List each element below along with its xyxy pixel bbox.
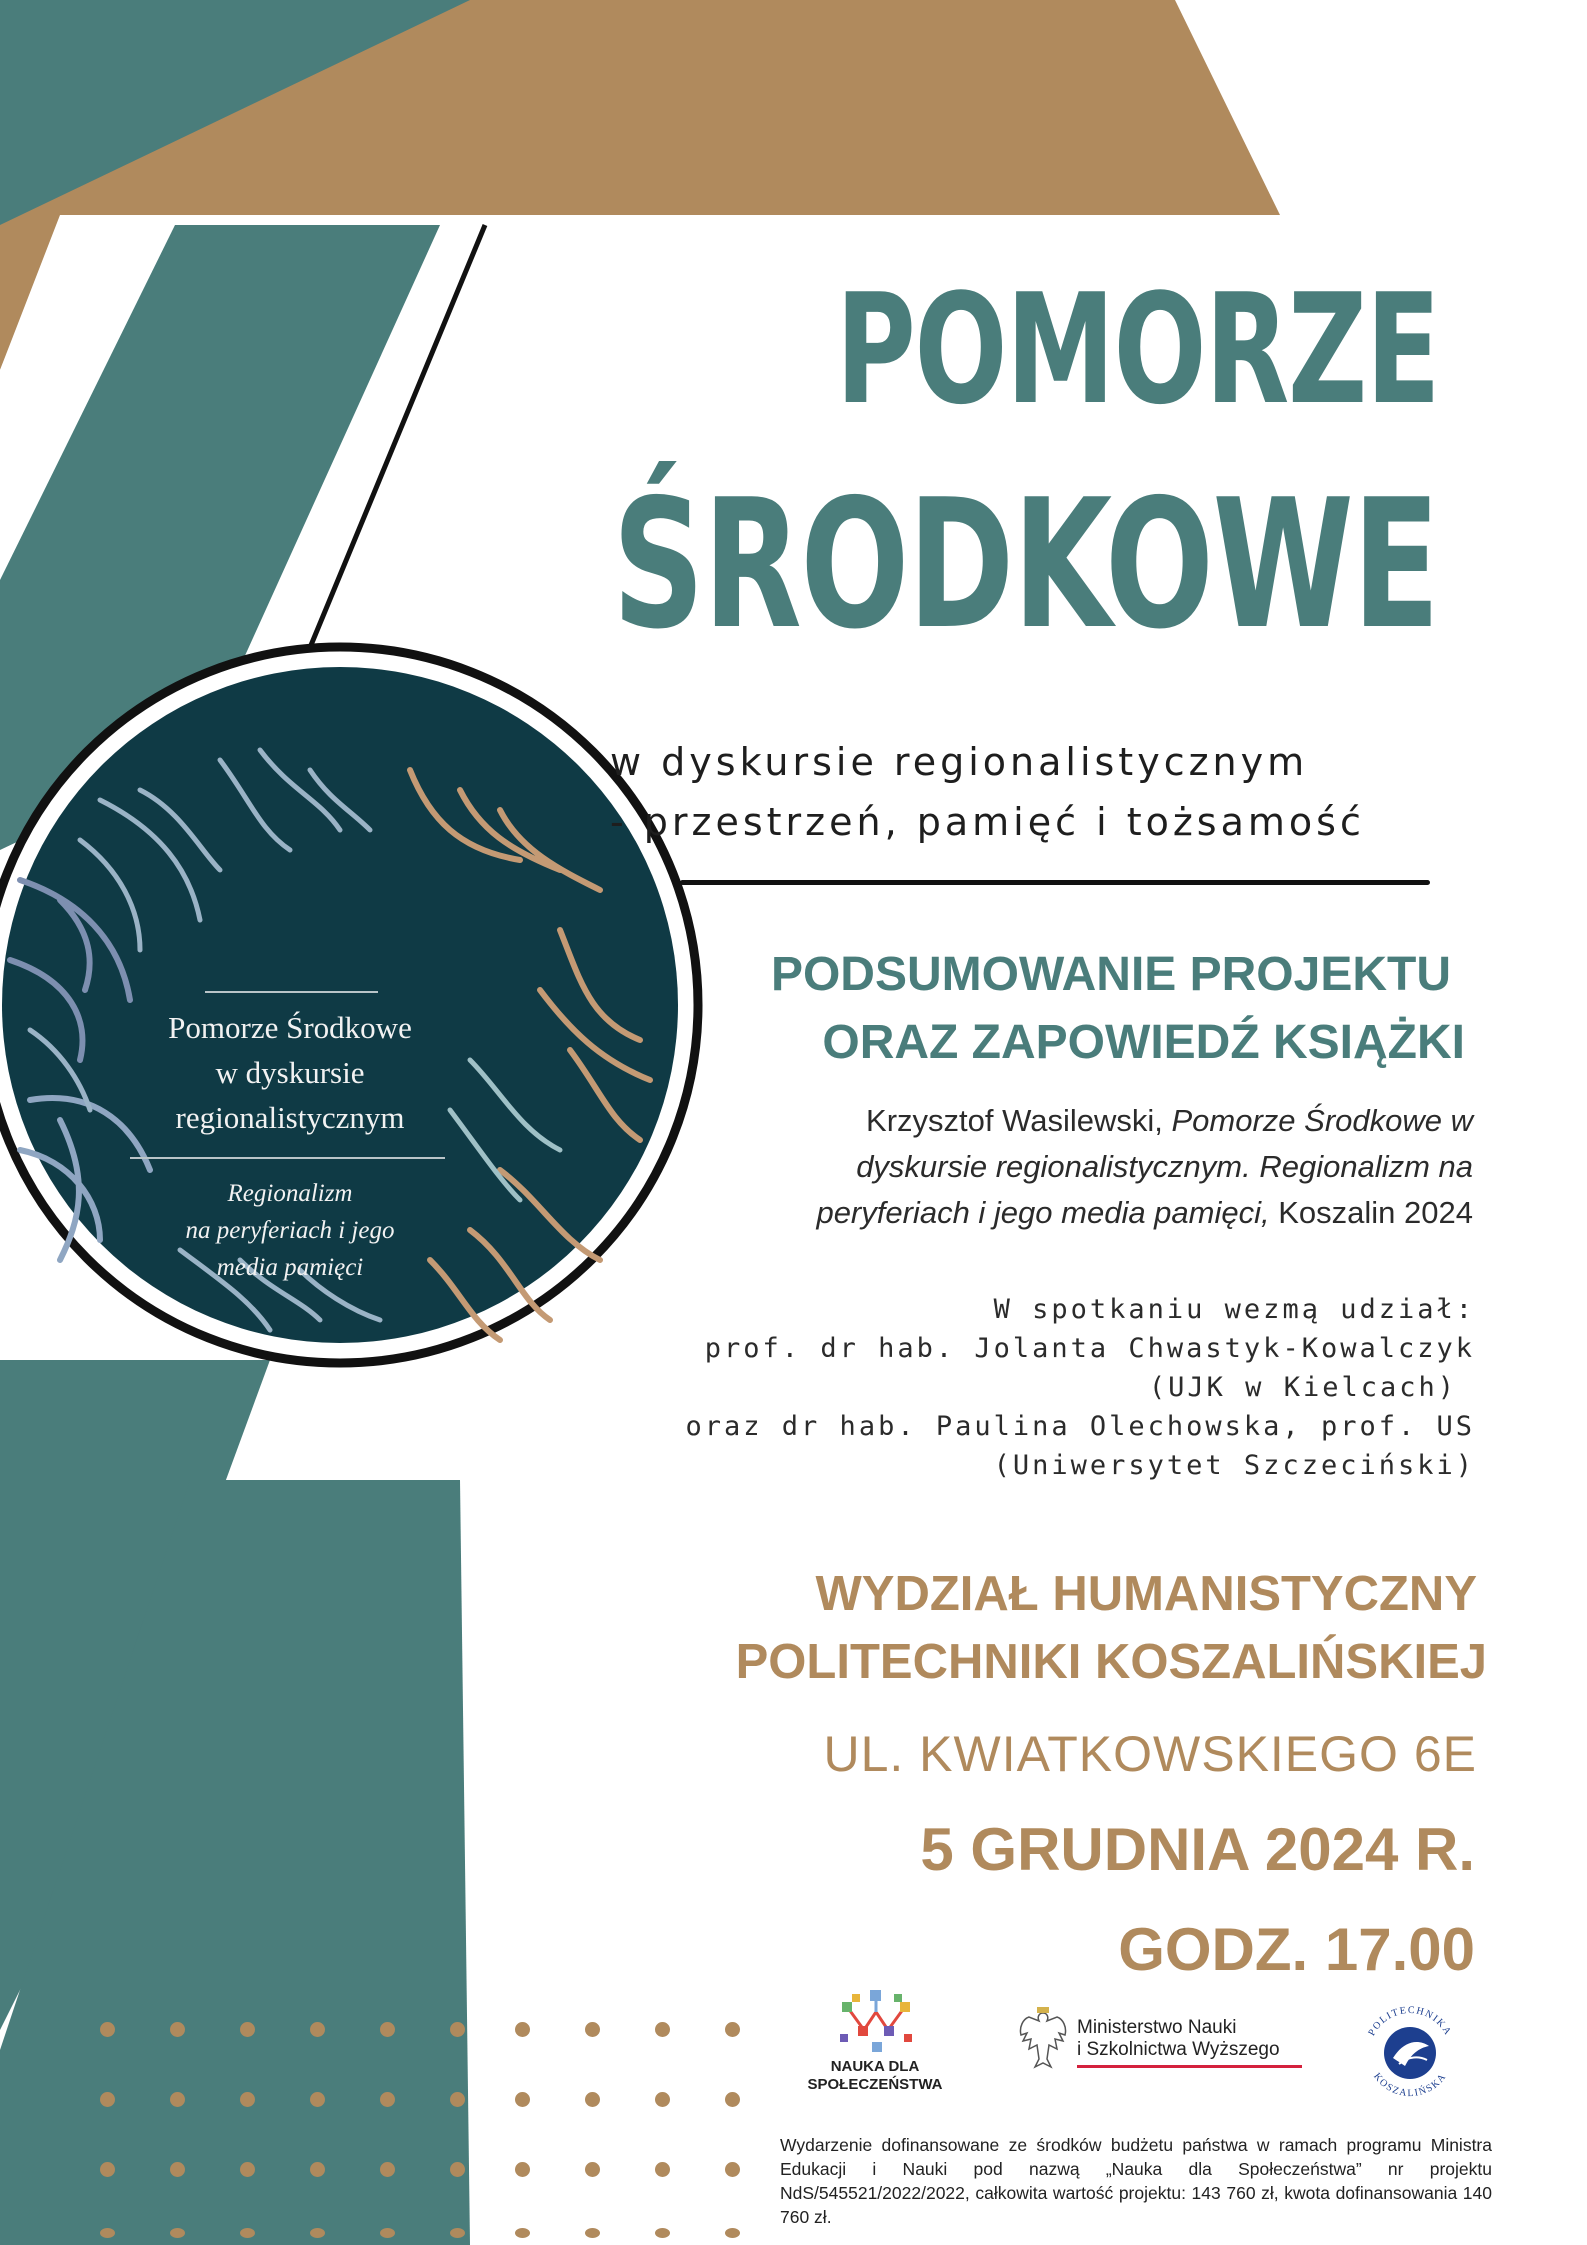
ministry-logo-line2: i Szkolnictwa Wyższego: [1077, 2039, 1280, 2060]
book-cover-title-line2: w dyskursie: [215, 1055, 365, 1090]
decorative-dot: [450, 2162, 465, 2177]
book-ref-author: Krzysztof Wasilewski,: [866, 1103, 1163, 1138]
decorative-dot: [655, 2228, 670, 2238]
book-cover-subtitle: [100, 1175, 480, 1286]
decorative-dot: [515, 2228, 530, 2238]
title-line2: ŚRODKOWE: [612, 461, 1439, 668]
venue-line2: POLITECHNIKI KOSZALIŃSKIEJ: [735, 1635, 1487, 1689]
decorative-dot: [100, 2092, 115, 2107]
book-ref-title-part3: peryferiach i jego media pamięci,: [816, 1195, 1270, 1230]
decorative-dot: [310, 2162, 325, 2177]
svg-text:POLITECHNIKA: POLITECHNIKA: [1366, 2004, 1454, 2038]
nauka-dla-spoleczenstwa-logo: [790, 1990, 960, 2100]
heading-line2: ORAZ ZAPOWIEDŹ KSIĄŻKI: [822, 1016, 1465, 1069]
decorative-dot: [240, 2228, 255, 2238]
book-ref-title-part2: dyskursie regionalistycznym. Regionalizm na: [856, 1149, 1473, 1184]
decorative-dot: [725, 2092, 740, 2107]
participant-2: oraz dr hab. Paulina Olechowska, prof. US: [685, 1411, 1475, 1442]
decorative-dot: [585, 2092, 600, 2107]
book-ref-place-year: Koszalin 2024: [1278, 1195, 1473, 1230]
venue-line1: WYDZIAŁ HUMANISTYCZNY: [815, 1567, 1477, 1621]
decorative-dot: [380, 2092, 395, 2107]
decorative-dot: [515, 2162, 530, 2177]
ministry-logo-flag: [1077, 2065, 1302, 2068]
decorative-dot: [170, 2162, 185, 2177]
decorative-dot: [100, 2228, 115, 2238]
subtitle-line1: w dyskursie regionalistycznym: [610, 740, 1309, 784]
decorative-dot: [100, 2162, 115, 2177]
subtitle-line2: - przestrzeń, pamięć i tożsamość: [610, 800, 1365, 844]
svg-text:KOSZALIŃSKA: KOSZALIŃSKA: [1371, 2071, 1449, 2100]
decorative-dot: [380, 2162, 395, 2177]
nauka-logo-line1: NAUKA DLA: [830, 2058, 920, 2075]
politechnika-koszalinska-logo: [1355, 1998, 1465, 2108]
title-line1: POMORZE: [835, 261, 1439, 438]
book-cover-title-line3: regionalistycznym: [175, 1100, 405, 1135]
heading-line1: PODSUMOWANIE PROJEKTU: [770, 948, 1451, 1001]
decorative-dot: [585, 2022, 600, 2037]
decorative-dot: [240, 2162, 255, 2177]
nauka-network-icon: [836, 1990, 916, 2056]
participants: [575, 1290, 1475, 1485]
decorative-dot: [450, 2022, 465, 2037]
decorative-dot: [585, 2162, 600, 2177]
event-date: 5 GRUDNIA 2024 R.: [920, 1816, 1475, 1883]
funding-note: Wydarzenie dofinansowane ze środków budżetu państwa w ramach programu Ministra Edukacji i Nauki pod nazwą „Nauka dla Społeczeństwa” nr projektu NdS/545521/2022/2022, całkowita wartość projektu: 143 760 zł, kwota dofinansowania 140 760 zł.: [780, 2135, 1492, 2227]
decorative-dot: [380, 2022, 395, 2037]
book-cover-title-line1: Pomorze Środkowe: [168, 1010, 412, 1045]
decorative-dot: [655, 2022, 670, 2037]
decorative-dot: [240, 2022, 255, 2037]
decorative-dot: [515, 2092, 530, 2107]
decorative-dot: [380, 2228, 395, 2238]
book-cover-title: [100, 1005, 480, 1140]
decorative-dot: [450, 2228, 465, 2238]
decorative-dot: [725, 2228, 740, 2238]
decorative-dot: [655, 2092, 670, 2107]
polish-eagle-icon: [1015, 2005, 1071, 2075]
decorative-dot: [310, 2022, 325, 2037]
ministry-logo-line1: Ministerstwo Nauki: [1077, 2017, 1237, 2038]
decorative-dot: [515, 2022, 530, 2037]
decorative-dot: [585, 2228, 600, 2238]
participant-2-affiliation: (Uniwersytet Szczeciński): [993, 1450, 1475, 1481]
book-ref-title-part1: Pomorze Środkowe w: [1171, 1103, 1473, 1138]
decorative-dot: [100, 2022, 115, 2037]
book-cover-subtitle-line2: na peryferiach i jego: [185, 1217, 395, 1244]
decorative-dot: [310, 2092, 325, 2107]
decorative-dot: [310, 2228, 325, 2238]
decorative-dot: [240, 2092, 255, 2107]
participant-1: prof. dr hab. Jolanta Chwastyk-Kowalczyk: [704, 1333, 1475, 1364]
decorative-dot: [170, 2228, 185, 2238]
book-reference: [653, 1098, 1473, 1236]
venue-address: UL. KWIATKOWSKIEGO 6E: [823, 1726, 1477, 1782]
decorative-dot: [725, 2162, 740, 2177]
event-time: GODZ. 17.00: [1118, 1916, 1475, 1983]
decorative-dot: [450, 2092, 465, 2107]
nauka-logo-line2: SPOŁECZEŃSTWA: [807, 2076, 943, 2093]
decorative-dot: [170, 2092, 185, 2107]
participant-1-affiliation: (UJK w Kielcach): [1148, 1372, 1457, 1403]
decorative-dot: [170, 2022, 185, 2037]
book-cover-subtitle-line1: Regionalizm: [227, 1180, 353, 1207]
decorative-dot: [655, 2162, 670, 2177]
ministry-logo: [1015, 2005, 1305, 2080]
book-cover-subtitle-line3: media pamięci: [216, 1254, 364, 1281]
participants-intro: W spotkaniu wezmą udział:: [993, 1294, 1475, 1325]
politechnika-seal-icon: [1355, 1998, 1465, 2108]
decorative-dot: [725, 2022, 740, 2037]
subtitle-divider: [680, 880, 1430, 885]
